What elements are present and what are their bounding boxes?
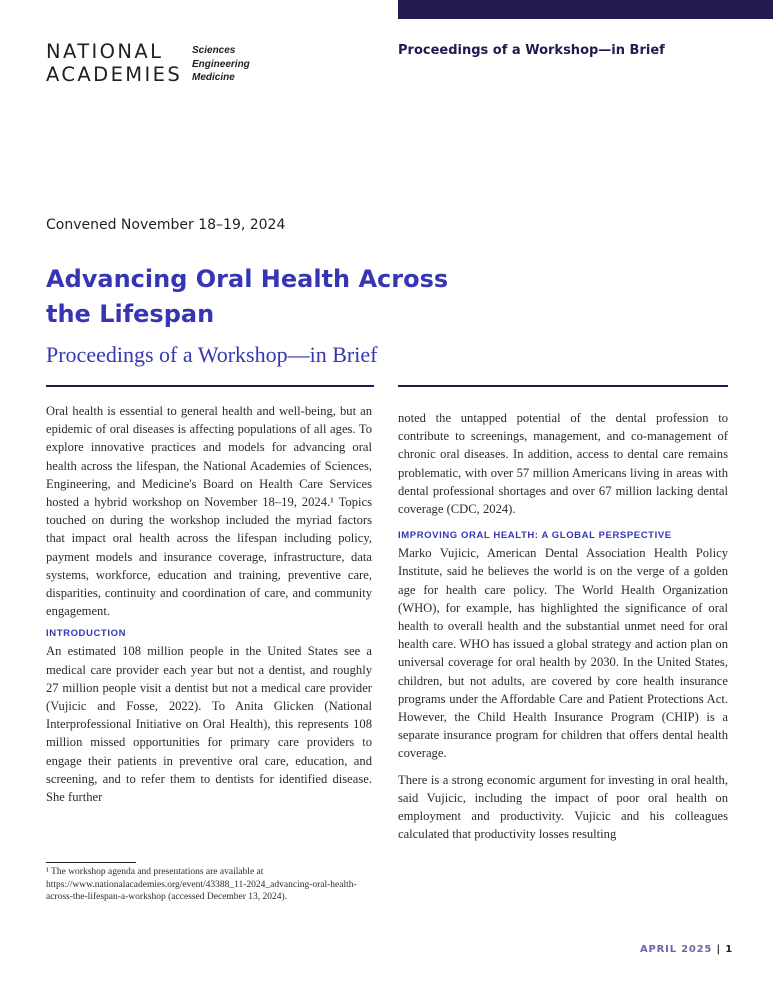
page-footer (640, 944, 733, 955)
logo-subtitle (192, 44, 250, 85)
page-title (46, 262, 566, 332)
logo-sub-engineering: Engineering (192, 58, 250, 70)
left-column-rule (46, 385, 374, 387)
footer-date: APRIL 2025 (640, 944, 713, 955)
logo-wordmark-line1: NATIONAL (46, 40, 164, 63)
logo-sub-medicine: Medicine (192, 72, 235, 83)
section-heading-introduction: INTRODUCTION (46, 628, 127, 640)
footnote: ¹ The workshop agenda and presentations are available at https://www.nationalacademies.org/event/43388_11-2024_advancing-oral-health-across-the-lifespan-a-workshop (accessed December 13, 2024). (46, 867, 357, 903)
intro-paragraph: Oral health is essential to general health and well-being, but an epidemic of oral diseases is affecting populations of all ages. To explore innovative practices and models for advancing oral health across the lifespan, the National Academies of Sciences, Engineering, and Medicine's Board on Health Care Services hosted a hybrid workshop on November 18–19, 2024.¹ Topics touched on during the workshop included the myriad factors that impact oral health across the lifespan including policy, payment models and insurance coverage, infrastructure, data systems, workforce, education and training, preventive care, disparities, continuity and coordination of care, and community engagement. (46, 404, 372, 619)
title-line-2: the Lifespan (46, 300, 215, 328)
right-paragraph-1: noted the untapped potential of the dental profession to contribute to screenings, management, and co-management of chronic oral diseases. In addition, access to dental care remains problematic, with over 57 million Americans living in areas with dental professional shortages and over 67 million lacking dental coverage (CDC, 2024). (398, 411, 728, 517)
footnote-divider (46, 862, 136, 863)
title-line-1: Advancing Oral Health Across (46, 265, 449, 293)
logo-wordmark-line2: ACADEMIES (46, 63, 183, 86)
right-column (398, 409, 728, 843)
right-paragraph-3: There is a strong economic argument for investing in oral health, said Vujicic, including the impact of poor oral health on employment and productivity. Vujicic and his colleagues calculated that productivity losses resulting (398, 772, 728, 842)
left-column (46, 402, 372, 806)
right-column-rule (398, 385, 728, 387)
right-paragraph-2: Marko Vujicic, American Dental Association Health Policy Institute, said he believes the world is on the verge of a golden age for health care policy. The World Health Organization (WHO), for example, has highlighted the significance of oral health to overall health and the substantial unmet need for oral health care. WHO has issued a global strategy and action plan on universal coverage for oral health by 2030. In the United States, children, but not adults, are covered by core health insurance programs under the Affordable Care and Patient Protections Act. However, the Child Health Insurance Program (CHIP) is a separate insurance program for children that offers dental health coverage. (398, 546, 728, 761)
page-subtitle: Proceedings of a Workshop—in Brief (46, 342, 378, 367)
logo-sub-sciences: Sciences (192, 45, 236, 56)
top-accent-bar (398, 0, 773, 19)
national-academies-logo (46, 40, 250, 86)
section-heading-global-perspective: IMPROVING ORAL HEALTH: A GLOBAL PERSPECTIVE (398, 530, 672, 542)
introduction-paragraph: An estimated 108 million people in the United States see a medical care provider each year but not a dentist, and roughly 27 million people visit a dentist but not a medical care provider (Vujicic and Fosse, 2022). To Anita Glicken (National Interprofessional Initiative on Oral Health), this represents 108 million missed opportunities for primary care providers to engage their patients in preventive oral care, education, and screening, and to refer them to dentists for identified disease. She further (46, 644, 372, 805)
footer-separator: | (716, 944, 721, 955)
page-number: 1 (725, 944, 733, 955)
convened-date: Convened November 18–19, 2024 (46, 217, 286, 233)
series-label: Proceedings of a Workshop—in Brief (398, 43, 665, 58)
